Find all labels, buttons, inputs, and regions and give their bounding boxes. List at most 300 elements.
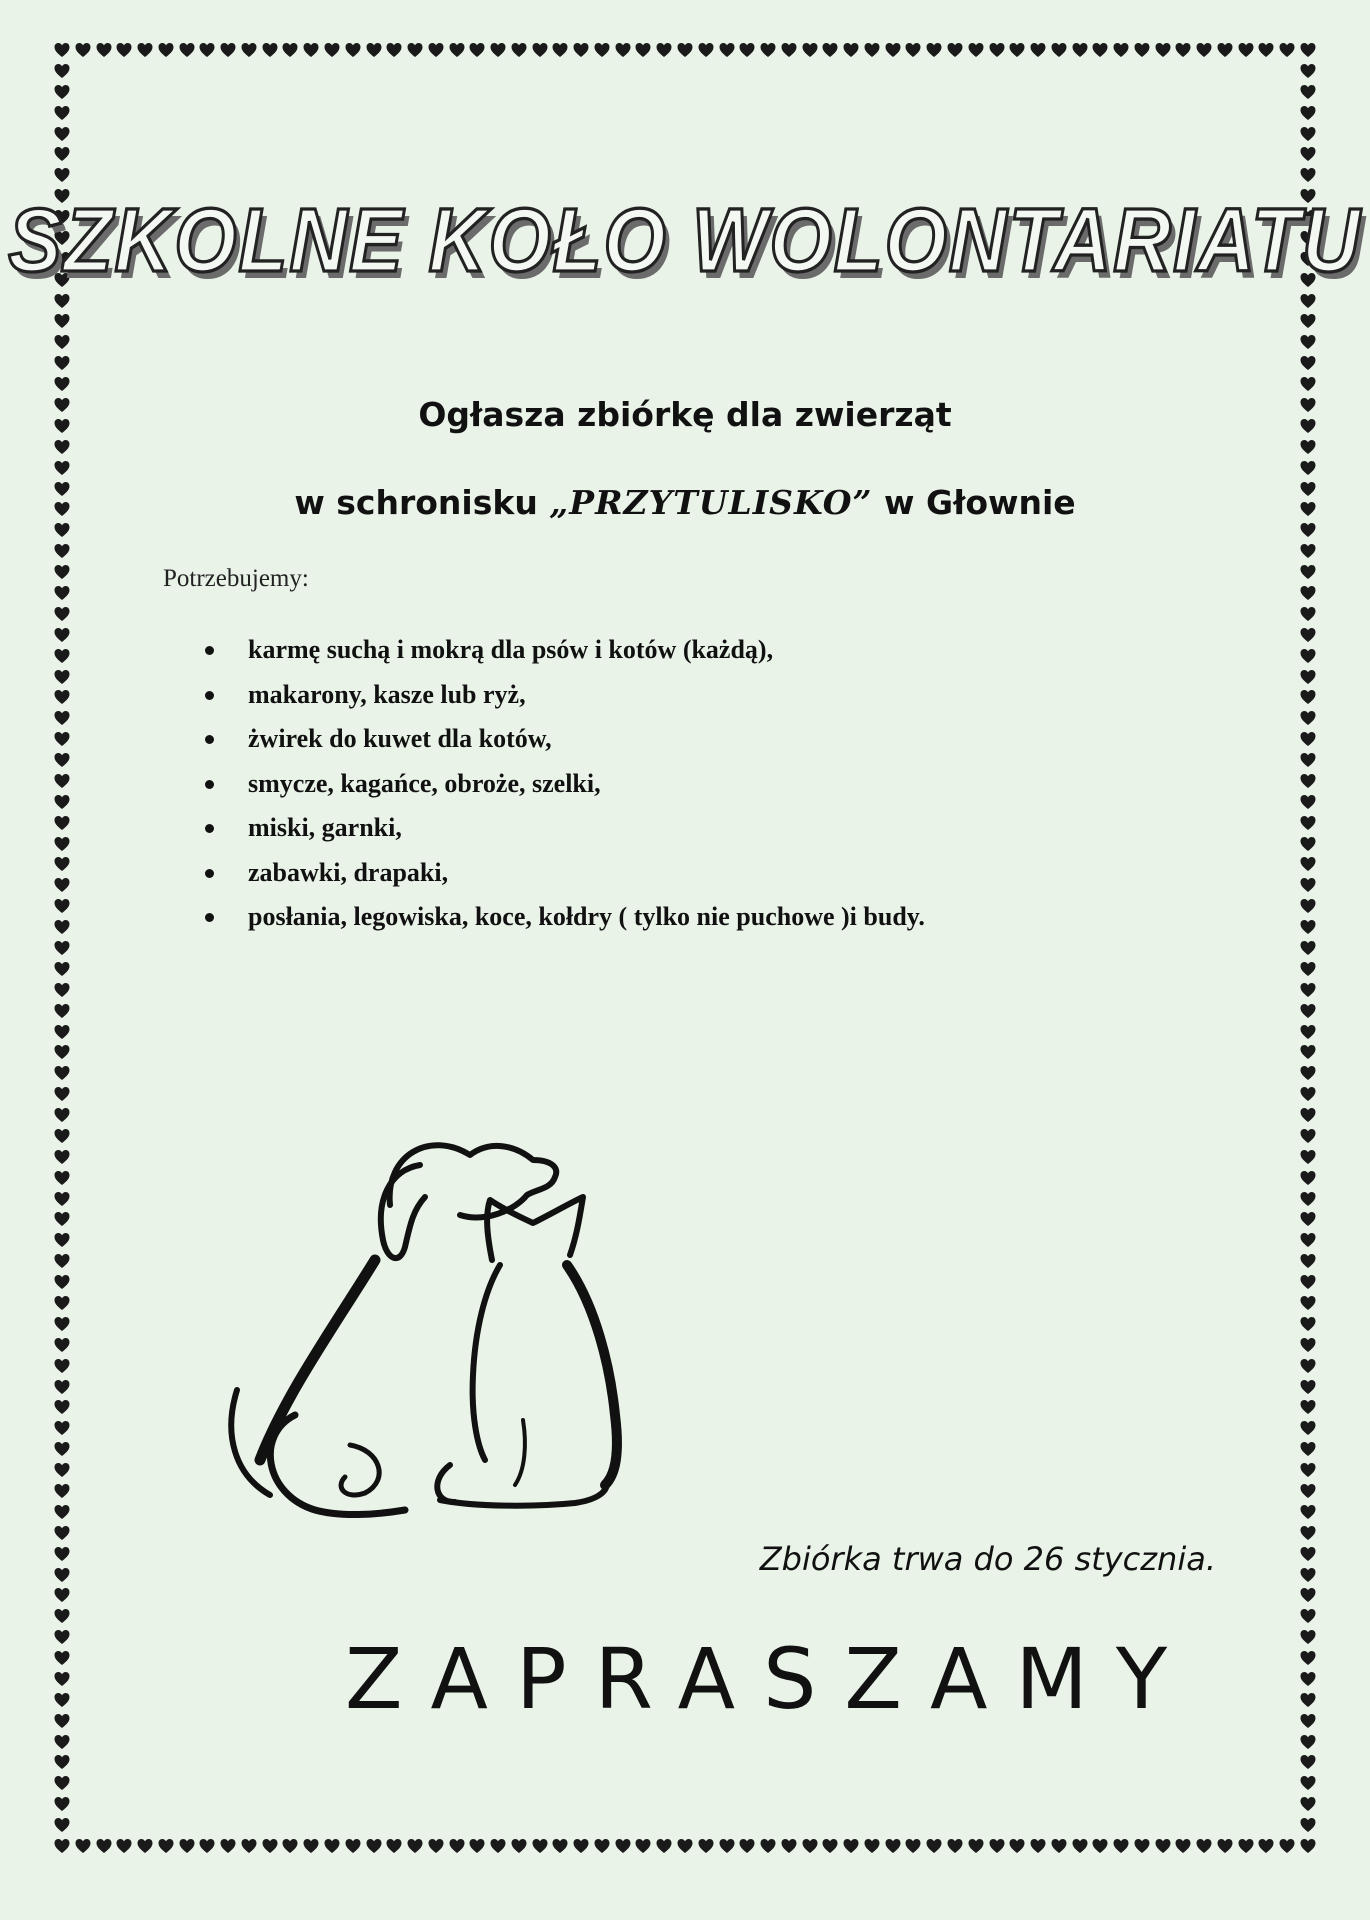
heart-icon <box>54 1713 70 1729</box>
heart-icon <box>1300 1316 1316 1332</box>
heart-icon <box>54 1734 70 1750</box>
heart-icon <box>760 42 776 58</box>
heart-icon <box>1300 689 1316 705</box>
heart-icon <box>1300 1629 1316 1645</box>
heart-icon <box>54 84 70 100</box>
heart-icon <box>1300 1399 1316 1415</box>
heart-icon <box>1300 1191 1316 1207</box>
heart-icon <box>54 522 70 538</box>
heart-icon <box>449 1838 465 1854</box>
heart-icon <box>54 689 70 705</box>
heart-icon <box>1300 1003 1316 1019</box>
heart-icon <box>1300 522 1316 538</box>
list-item-text: miski, garnki, <box>248 813 402 842</box>
heart-icon <box>968 42 984 58</box>
heart-icon <box>54 1629 70 1645</box>
heart-icon <box>54 1274 70 1290</box>
list-item-text: posłania, legowiska, koce, kołdry ( tylko nie puchowe )i budy. <box>248 902 925 931</box>
heart-icon <box>1300 648 1316 664</box>
heart-icon <box>1238 1838 1254 1854</box>
heart-icon <box>1009 1838 1025 1854</box>
heart-icon <box>1300 1274 1316 1290</box>
heart-icon <box>1238 42 1254 58</box>
heart-icon <box>1217 1838 1233 1854</box>
heart-icon <box>54 334 70 350</box>
heart-icon <box>1155 42 1171 58</box>
heart-icon <box>1300 334 1316 350</box>
heart-icon <box>1300 42 1316 58</box>
cat-leg-outline <box>515 1420 525 1485</box>
bullet-icon <box>205 646 214 655</box>
heart-icon <box>1300 1253 1316 1269</box>
heart-icon <box>1300 815 1316 831</box>
heart-icon <box>802 42 818 58</box>
heart-icon <box>54 42 70 58</box>
heart-icon <box>656 42 672 58</box>
announcement-line: Ogłasza zbiórkę dla zwierząt <box>418 395 952 434</box>
dog-paw-outline <box>341 1445 379 1495</box>
heart-icon <box>96 1838 112 1854</box>
heart-icon <box>1300 1149 1316 1165</box>
heart-icon <box>54 1504 70 1520</box>
heart-icon <box>241 42 257 58</box>
heart-icon <box>594 42 610 58</box>
heart-icon <box>1300 439 1316 455</box>
heart-icon <box>54 1483 70 1499</box>
heart-icon <box>1300 731 1316 747</box>
heart-icon <box>1300 1713 1316 1729</box>
heart-icon <box>54 606 70 622</box>
heart-icon <box>1300 543 1316 559</box>
heart-icon <box>54 752 70 768</box>
bullet-icon <box>205 780 214 789</box>
heart-icon <box>54 1567 70 1583</box>
heart-icon <box>54 1065 70 1081</box>
heart-icon <box>1300 794 1316 810</box>
heart-icon <box>1300 919 1316 935</box>
heart-icon <box>54 146 70 162</box>
heart-icon <box>54 961 70 977</box>
heart-icon <box>345 42 361 58</box>
heart-icon <box>1300 1065 1316 1081</box>
heart-icon <box>1300 1483 1316 1499</box>
heart-icon <box>179 1838 195 1854</box>
heart-icon <box>282 1838 298 1854</box>
heart-icon <box>1072 1838 1088 1854</box>
heart-icon <box>1300 1044 1316 1060</box>
heart-icon <box>54 585 70 601</box>
heart-icon <box>1300 877 1316 893</box>
heart-icon <box>54 1211 70 1227</box>
heart-icon <box>366 42 382 58</box>
heart-icon <box>1300 1587 1316 1603</box>
heart-icon <box>54 648 70 664</box>
heart-icon <box>1030 42 1046 58</box>
heart-icon <box>926 42 942 58</box>
heart-icon <box>54 1086 70 1102</box>
heart-icon <box>532 42 548 58</box>
heart-icon <box>1300 1295 1316 1311</box>
heart-icon <box>781 1838 797 1854</box>
heart-icon <box>54 1337 70 1353</box>
heart-icon <box>1300 1420 1316 1436</box>
heart-icon <box>469 42 485 58</box>
heart-icon <box>54 627 70 643</box>
heart-icon <box>75 42 91 58</box>
heart-icon <box>1113 42 1129 58</box>
heart-icon <box>54 731 70 747</box>
heart-icon <box>1300 146 1316 162</box>
invite-heading: ZAPRASZAMY <box>345 1630 1196 1728</box>
heart-icon <box>54 1754 70 1770</box>
heart-icon <box>926 1838 942 1854</box>
heart-icon <box>137 42 153 58</box>
heart-icon <box>802 1838 818 1854</box>
heart-icon <box>1300 1462 1316 1478</box>
heart-icon <box>54 669 70 685</box>
heart-icon <box>54 1295 70 1311</box>
heart-icon <box>54 1149 70 1165</box>
list-item-text: smycze, kagańce, obroże, szelki, <box>248 768 601 798</box>
heart-icon <box>1300 355 1316 371</box>
bullet-icon <box>205 735 214 744</box>
heart-icon <box>573 1838 589 1854</box>
heart-icon <box>490 42 506 58</box>
bullet-icon <box>205 824 214 833</box>
heart-icon <box>54 836 70 852</box>
heart-icon <box>1300 898 1316 914</box>
heart-icon <box>54 376 70 392</box>
heart-icon <box>1175 42 1191 58</box>
heart-icon <box>885 42 901 58</box>
heart-icon <box>262 1838 278 1854</box>
heart-icon <box>511 1838 527 1854</box>
dog-leg-outline <box>270 1415 405 1515</box>
heart-icon <box>1009 42 1025 58</box>
cat-base-outline <box>440 1483 607 1506</box>
heart-icon <box>1300 1754 1316 1770</box>
list-item <box>205 628 925 673</box>
heart-icon <box>54 1316 70 1332</box>
heart-icon <box>199 1838 215 1854</box>
heart-icon <box>54 439 70 455</box>
heart-icon <box>1300 1796 1316 1812</box>
heart-icon <box>54 1546 70 1562</box>
heart-icon <box>1300 1650 1316 1666</box>
cat-head-outline <box>487 1197 583 1260</box>
heart-icon <box>1300 836 1316 852</box>
heart-icon <box>158 42 174 58</box>
list-item <box>205 851 925 896</box>
heart-icon <box>54 919 70 935</box>
heart-icon <box>843 1838 859 1854</box>
heart-icon <box>428 1838 444 1854</box>
heart-icon <box>54 710 70 726</box>
list-item <box>205 673 925 718</box>
list-item-text: zabawki, drapaki, <box>248 857 449 887</box>
heart-icon <box>54 856 70 872</box>
heart-icon <box>698 1838 714 1854</box>
heart-icon <box>1217 42 1233 58</box>
heart-icon <box>1113 1838 1129 1854</box>
heart-icon <box>54 1232 70 1248</box>
heart-icon <box>1300 564 1316 580</box>
heart-icon <box>864 42 880 58</box>
heart-icon <box>449 42 465 58</box>
heart-icon <box>54 1587 70 1603</box>
heart-icon <box>54 293 70 309</box>
heart-icon <box>635 1838 651 1854</box>
list-item <box>205 762 925 807</box>
heart-icon <box>739 1838 755 1854</box>
heart-icon <box>843 42 859 58</box>
heart-icon <box>199 42 215 58</box>
heart-icon <box>1300 1671 1316 1687</box>
heart-icon <box>324 42 340 58</box>
heart-icon <box>1092 1838 1108 1854</box>
heart-icon <box>220 42 236 58</box>
heart-icon <box>54 105 70 121</box>
heart-icon <box>54 1044 70 1060</box>
heart-icon <box>698 42 714 58</box>
heart-icon <box>677 1838 693 1854</box>
heart-icon <box>1300 627 1316 643</box>
heart-icon <box>158 1838 174 1854</box>
list-item <box>205 717 925 762</box>
heart-icon <box>1300 1525 1316 1541</box>
heart-icon <box>1300 460 1316 476</box>
heart-icon <box>989 42 1005 58</box>
heart-icon <box>1051 42 1067 58</box>
shelter-line-prefix: w schronisku <box>294 483 538 522</box>
heart-icon <box>54 564 70 580</box>
heart-icon <box>1196 1838 1212 1854</box>
heart-icon <box>54 126 70 142</box>
heart-icon <box>719 1838 735 1854</box>
heart-icon <box>1300 1546 1316 1562</box>
heart-icon <box>1300 1232 1316 1248</box>
heart-icon <box>615 1838 631 1854</box>
cat-back-outline <box>567 1265 617 1485</box>
heart-icon <box>885 1838 901 1854</box>
heart-icon <box>54 1107 70 1123</box>
heart-icon <box>1092 42 1108 58</box>
heart-icon <box>54 543 70 559</box>
bullet-icon <box>205 913 214 922</box>
heart-icon <box>760 1838 776 1854</box>
heart-icon <box>1300 1817 1316 1833</box>
heart-icon <box>989 1838 1005 1854</box>
heart-icon <box>1300 1441 1316 1457</box>
heart-icon <box>1300 63 1316 79</box>
heart-icon <box>1300 1567 1316 1583</box>
heart-icon <box>54 167 70 183</box>
dog-and-cat-silhouette-icon <box>215 1115 685 1565</box>
heart-icon <box>324 1838 340 1854</box>
heart-icon <box>1300 1086 1316 1102</box>
heart-icon <box>1279 42 1295 58</box>
heart-icon <box>594 1838 610 1854</box>
heart-icon <box>54 1003 70 1019</box>
heart-icon <box>54 1253 70 1269</box>
heart-icon <box>1300 1128 1316 1144</box>
heart-icon <box>532 1838 548 1854</box>
heart-icon <box>54 313 70 329</box>
heart-icon <box>54 1128 70 1144</box>
list-item <box>205 895 925 940</box>
list-item-text: makarony, kasze lub ryż, <box>248 679 526 709</box>
heart-icon <box>1300 1734 1316 1750</box>
heart-icon <box>677 42 693 58</box>
heart-icon <box>1279 1838 1295 1854</box>
heart-icon <box>54 1525 70 1541</box>
heart-icon <box>428 42 444 58</box>
heart-icon <box>54 1796 70 1812</box>
heart-icon <box>1300 1608 1316 1624</box>
heart-icon <box>1300 293 1316 309</box>
heart-icon <box>1300 1379 1316 1395</box>
shelter-line-suffix: w Głownie <box>884 483 1076 522</box>
heart-icon <box>303 1838 319 1854</box>
heart-icon <box>54 355 70 371</box>
heart-icon <box>54 1671 70 1687</box>
list-item <box>205 806 925 851</box>
heart-icon <box>54 1462 70 1478</box>
heart-icon <box>54 1650 70 1666</box>
heart-icon <box>345 1838 361 1854</box>
heart-icon <box>1300 1337 1316 1353</box>
heart-icon <box>947 1838 963 1854</box>
heart-icon <box>552 1838 568 1854</box>
heart-icon <box>1175 1838 1191 1854</box>
heart-icon <box>1300 982 1316 998</box>
heart-icon <box>1300 84 1316 100</box>
heart-icon <box>822 1838 838 1854</box>
heart-icon <box>282 42 298 58</box>
heart-icon <box>54 940 70 956</box>
heart-icon <box>366 1838 382 1854</box>
heart-icon <box>54 1358 70 1374</box>
needs-label: Potrzebujemy: <box>163 565 309 592</box>
heart-icon <box>469 1838 485 1854</box>
heart-icon <box>1300 1024 1316 1040</box>
heart-icon <box>1300 856 1316 872</box>
bullet-icon <box>205 869 214 878</box>
heart-icon <box>905 42 921 58</box>
heart-icon <box>386 1838 402 1854</box>
heart-icon <box>719 42 735 58</box>
heart-icon <box>116 1838 132 1854</box>
poster-title: SZKOLNE KOŁO WOLONTARIATU <box>8 190 1362 291</box>
heart-icon <box>54 1692 70 1708</box>
heart-icon <box>54 898 70 914</box>
heart-icon <box>1300 1358 1316 1374</box>
heart-icon <box>54 1024 70 1040</box>
heart-icon <box>1196 42 1212 58</box>
heart-icon <box>54 63 70 79</box>
heart-icon <box>407 42 423 58</box>
heart-icon <box>739 42 755 58</box>
list-item-text: żwirek do kuwet dla kotów, <box>248 724 552 753</box>
heart-icon <box>54 815 70 831</box>
heart-icon <box>615 42 631 58</box>
heart-icon <box>54 1838 70 1854</box>
heart-icon <box>822 42 838 58</box>
heart-icon <box>1300 961 1316 977</box>
heart-icon <box>54 773 70 789</box>
heart-icon <box>1300 710 1316 726</box>
heart-icon <box>1300 606 1316 622</box>
heart-icon <box>54 460 70 476</box>
shelter-line <box>0 483 1370 522</box>
heart-icon <box>96 42 112 58</box>
heart-icon <box>1300 773 1316 789</box>
heart-icon <box>552 42 568 58</box>
deadline-note: Zbiórka trwa do 26 stycznia. <box>759 1540 1216 1578</box>
heart-icon <box>1300 1692 1316 1708</box>
heart-icon <box>1134 1838 1150 1854</box>
heart-icon <box>407 1838 423 1854</box>
heart-icon <box>54 1191 70 1207</box>
heart-icon <box>54 794 70 810</box>
heart-icon <box>1300 1170 1316 1186</box>
heart-icon <box>1258 1838 1274 1854</box>
heart-icon <box>220 1838 236 1854</box>
heart-icon <box>1300 585 1316 601</box>
heart-icon <box>54 1775 70 1791</box>
heart-icon <box>1300 1838 1316 1854</box>
heart-icon <box>54 982 70 998</box>
shelter-name: „PRZYTULISKO” <box>549 483 873 522</box>
heart-icon <box>241 1838 257 1854</box>
heart-icon <box>116 42 132 58</box>
heart-icon <box>1051 1838 1067 1854</box>
heart-icon <box>1300 940 1316 956</box>
heart-icon <box>54 1817 70 1833</box>
heart-icon <box>303 42 319 58</box>
dog-ear-outline <box>381 1165 425 1258</box>
needs-list <box>205 628 925 940</box>
heart-icon <box>1155 1838 1171 1854</box>
heart-icon <box>781 42 797 58</box>
heart-icon <box>864 1838 880 1854</box>
heart-icon <box>1134 42 1150 58</box>
heart-icon <box>54 1420 70 1436</box>
heart-icon <box>1300 669 1316 685</box>
heart-icon <box>490 1838 506 1854</box>
heart-icon <box>54 1399 70 1415</box>
heart-icon <box>573 42 589 58</box>
heart-icon <box>1300 1775 1316 1791</box>
cat-body-outline <box>473 1265 500 1460</box>
bullet-icon <box>205 691 214 700</box>
heart-icon <box>386 42 402 58</box>
heart-icon <box>137 1838 153 1854</box>
heart-icon <box>54 1379 70 1395</box>
heart-icon <box>1300 1211 1316 1227</box>
heart-icon <box>968 1838 984 1854</box>
heart-icon <box>1300 1107 1316 1123</box>
heart-icon <box>1300 105 1316 121</box>
heart-icon <box>947 42 963 58</box>
heart-icon <box>905 1838 921 1854</box>
heart-icon <box>1300 313 1316 329</box>
heart-icon <box>1300 376 1316 392</box>
heart-icon <box>54 1608 70 1624</box>
heart-icon <box>1258 42 1274 58</box>
heart-icon <box>1300 126 1316 142</box>
heart-icon <box>635 42 651 58</box>
